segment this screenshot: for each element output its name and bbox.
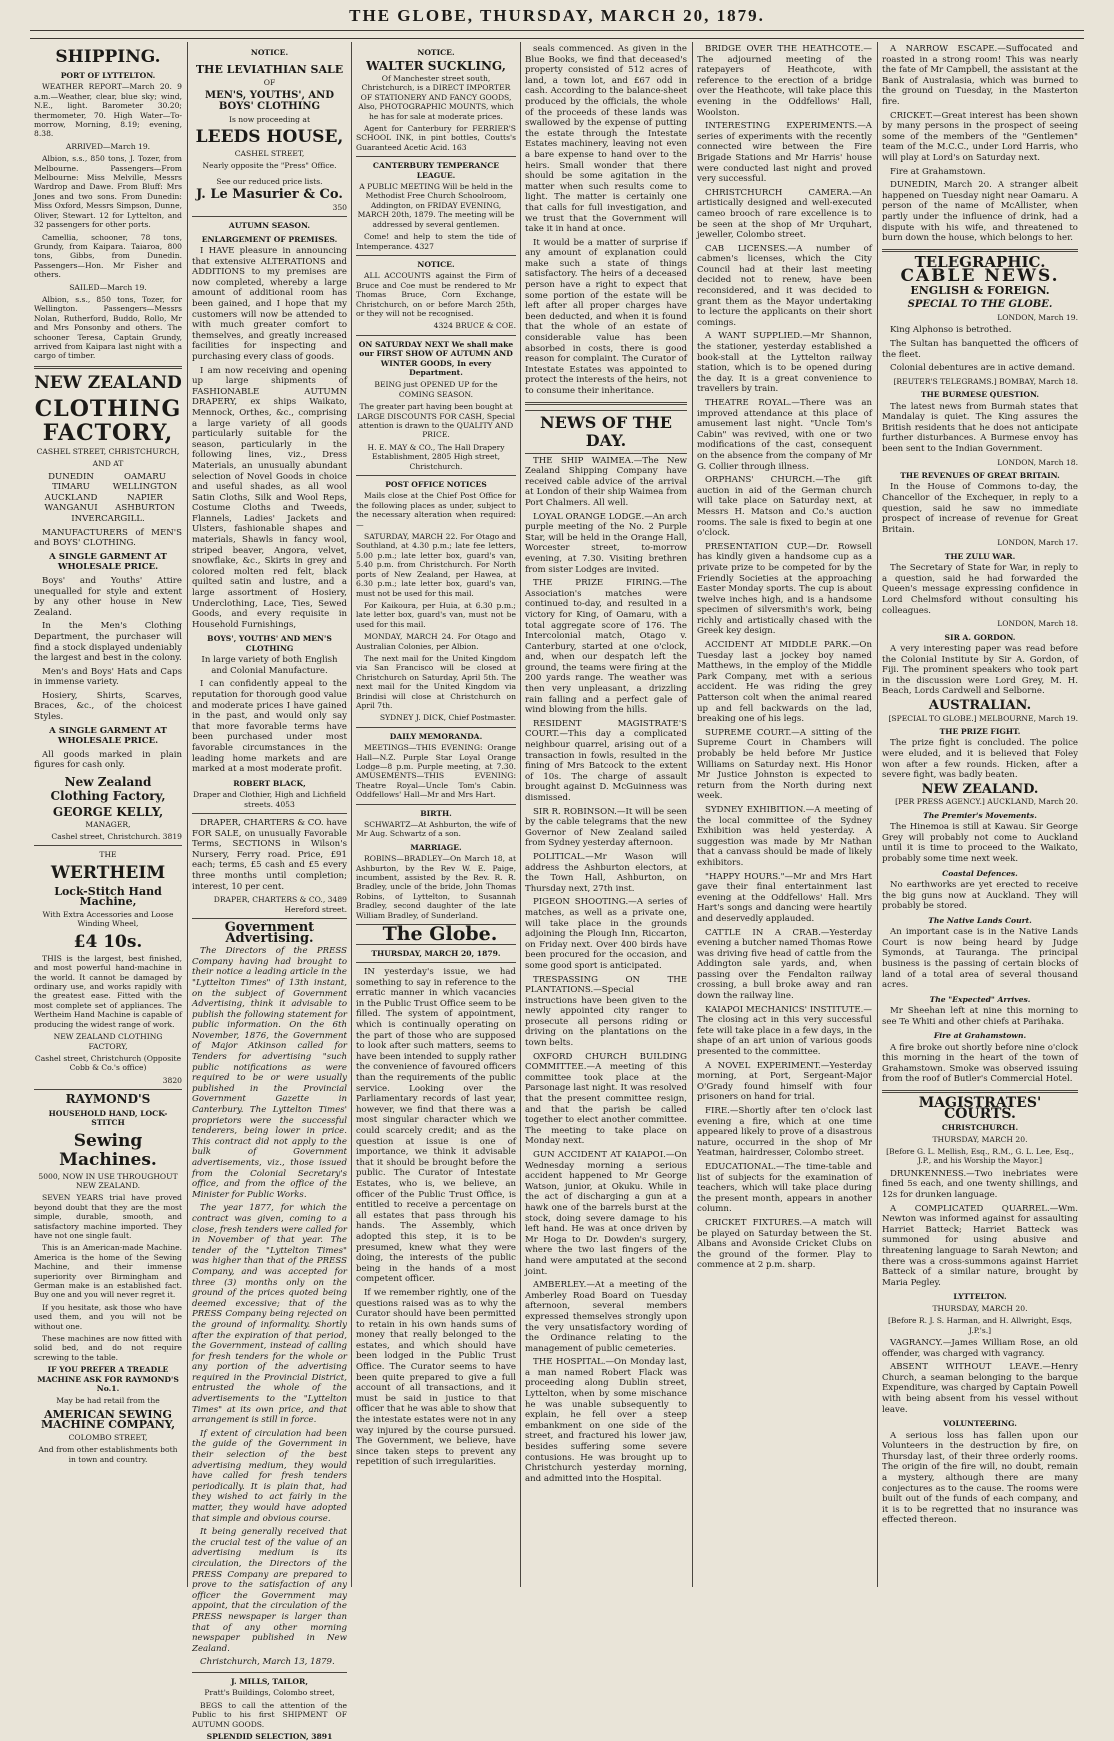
single-garment-2: A SINGLE GARMENT AT WHOLESALE PRICE. [49, 725, 167, 747]
draper-address: Draper and Clothier, High and Lichfield streets. 4053 [192, 790, 346, 809]
column-3 [356, 44, 516, 1585]
clothing-factory-heading: CLOTHING FACTORY, [34, 395, 182, 446]
news-item: "HAPPY HOURS."—Mr and Mrs Hart gave their final entertainment last evening at the Oddfellows' Hall. Mrs Hart's songs and dancing were heartily and deservedly applauded. [697, 871, 872, 924]
may-and-co: H. E. MAY & CO., The Hall Drapery Establishment, 2805 High street, Christchurch. [367, 442, 505, 471]
postmaster: SYDNEY J. DICK, Chief Postmaster. [379, 713, 516, 723]
news-item: THE SHIP WAIMEA.—The New Zealand Shipping Company have received cable advice of the arrival at London of their ship Waimea from Port Chalmers. All well. [525, 455, 687, 508]
notice-heading: NOTICE. [417, 48, 455, 57]
arrived-text-2: Camellia, schooner, 78 tons, Grundy, from Kaipara. Taiaroa, 800 tons, Gibbs, from Dunedin. Passengers—Hon. Mr Fisher and others. [34, 232, 182, 280]
gordon-heading: SIR A. GORDON. [944, 632, 1016, 642]
walter-address: Of Manchester street south, Christchurch, is a DIRECT IMPORTER OF STATIONERY AND FANCY GOODS, Also, PHOTOGRAPHIC MOUNTS, which he has for sale at moderate prices. [358, 74, 514, 121]
chch-date: THURSDAY, MARCH 20. [932, 1134, 1028, 1144]
confidently-text: I can confidently appeal to the reputation for thorough good value and moderate prices I have gained in the past, and would only say that more favorable terms have been purchased under most favorable circumstances in the leading home markets and are marked at a most moderate profit. [192, 679, 347, 775]
treadle-text: IF YOU PREFER A TREADLE MACHINE ASK FOR RAYMOND'S No.1. [37, 1365, 179, 1394]
hats-text: Men's and Boys' Hats and Caps in immense variety. [34, 666, 182, 688]
news-item: CHRISTCHURCH CAMERA.—An artistically designed and well-executed cameo brooch of rare excellence is to be seen at the shop of Mr Urquhart, jeweller, Colombo street. [697, 187, 872, 241]
news-item: A NOVEL EXPERIMENT.—Yesterday morning, at Port, Sergeant-Major O'Grady found himself with four prisoners on hand for trial. [697, 1060, 872, 1103]
household-heading: HOUSEHOLD HAND, LOCK-STITCH [48, 1108, 168, 1128]
mills-tailor: J. MILLS, TAILOR, [230, 1676, 308, 1686]
news-item: GUN ACCIDENT AT KAIAPOI.—On Wednesday morning a serious accident happened to Mr George Watson, junior, at Okuku. While in the act of discharging a gun at a hawk one of the barrels burst at the stock, doing severe damage to his left hand. He was at once driven by Mr Hoga to Dr. Dowden's surgery, where the two last fingers of the hand were amputated at the second joint. [525, 1150, 687, 1277]
cashel-address-2: Cashel street, Christchurch (Opposite Cobb & Co.'s office) [34, 1053, 182, 1073]
mens-clothing-heading: MEN'S, YOUTHS', AND BOYS' CLOTHING [205, 90, 334, 112]
leviathan-heading: THE LEVIATHIAN SALE [195, 63, 344, 77]
column-divider [351, 42, 352, 1587]
govt-text-4: It being generally received that the crucial test of the value of an advertising medium is its circulation, the Directors of the PRESS Company are prepared to prove to the satisfaction of any officer the Government may appoint, that the circulation of the PRESS newspaper is larger than that of any other morning newspaper published in New Zealand. [192, 1527, 347, 1654]
town: OAMARU [124, 471, 166, 482]
news-item: CAB LICENSES.—A number of cabmen's licenses, which the City Council had at their last meeting decided not to renew, have been reconsidered, and it was decided to grant them as the Mayor undertaking to lecture the applicants on their short comings. [697, 243, 872, 328]
court-item: VAGRANCY.—James William Rose, an old offender, was charged with vagrancy. [882, 1338, 1078, 1359]
walter-suckling: WALTER SUCKLING, [366, 59, 506, 74]
ams-company: AMERICAN SEWING MACHINE COMPANY, [40, 1407, 176, 1432]
court-item: ABSENT WITHOUT LEAVE.—Henry Church, a seaman belonging to the barque Expenditure, was charged by Captain Powell with being absent from his vessel without leave. [882, 1362, 1078, 1415]
prize-fight-heading: THE PRIZE FIGHT. [939, 726, 1021, 736]
marriage-heading: MARRIAGE. [410, 842, 462, 852]
lockstitch-heading: Lock-Stitch Hand Machine, [54, 884, 162, 909]
see-lists: See our reduced price lists. [216, 176, 323, 186]
burmese-heading: THE BURMESE QUESTION. [920, 390, 1040, 400]
agent-text: Agent for Canterbury for FERRIER'S SCHOOL INK, in pint bottles, Coutts's Guaranteed Acetic Acid. 163 [356, 124, 516, 152]
news-item: POLITICAL.—Mr Wason will address the Ashburton electors, at the Town Hall, Ashburton, on Thursday next, 27th inst. [525, 851, 687, 894]
come-help: Come! and help to stem the tide of Intemperance. 4327 [356, 232, 516, 251]
begs-text: BEGS to call the attention of the Public to his first SHIPMENT OF AUTUMN GOODS. [192, 1700, 347, 1729]
notice-heading-2: NOTICE. [417, 259, 455, 269]
news-item: CRICKET FIXTURES.—A match will be played on Saturday between the St. Albans and Avonside Cricket Clubs on the ground of the former. Play to commence at 2 p.m. sharp. [697, 1217, 872, 1271]
monday-mails: MONDAY, MARCH 24. For Otago and Australian Colonies, per Albion. [356, 632, 516, 651]
telegram: The Hinemoa is still at Kawau. Sir George Grey will probably not come to Auckland until it is time to proceed to the Waikato, probably some time next week. [882, 822, 1078, 864]
govt-text-2: The year 1877, for which the contract was given, coming to a close, fresh tenders were called for in November of that year. The tender of the "Lyttelton Times" was higher than that of the PRESS Company, and was accepted for three (3) months only on the ground of the prices quoted being deemed excessive; that of the PRESS Company being rejected on the ground of informality. Shortly after the expiration of that period, the Government, instead of calling for fresh tenders for the whole or any portion of the advertising required in the Provincial District, entrusted the whole of the advertisements to the "Lyttelton Times" at its own price, and that arrangement is still in force. [192, 1203, 347, 1426]
masthead-rule-top [30, 30, 1084, 31]
news-item: OXFORD CHURCH BUILDING COMMITTEE.—A meeting of this committee took place at the Parsonage last night. It was resolved that the present committee resign, and that the parish be called together to elect another committee. The meeting to take place on Monday next. [525, 1051, 687, 1147]
editorial-cont-2: It would be a matter of surprise if any amount of explanation could make such a state of things satisfactory. The heirs of a deceased person have a right to expect that some portion of the estate will be left after all proper charges have been deducted, and when it is found that the whole of an estate of considerable value has been absorbed in costs, there is good reason for complaint. The Curator of Intestate Estates was appointed to protect the interests of the heirs, not to consume their inheritance. [525, 237, 687, 396]
large-variety: In large variety of both English and Colonial Manufacture. [201, 655, 338, 676]
news-item: SUPREME COURT.—A sitting of the Supreme Court in Chambers will probably be held before Mr Justice Williams on Saturday next. His Honor Mr Justice Johnston is expected to return from the North during next week. [697, 727, 872, 802]
telegram: In the House of Commons to-day, the Chancellor of the Exchequer, in reply to a question, said he saw no immediate prospect of increase of revenue for Great Britain. [882, 482, 1078, 535]
news-item: THE HOSPITAL.—On Monday last, a man named Robert Flack was proceeding along Dublin street, Lyttelton, when by some mischance he was unable subsequently to explain, he fell over a steep embankment on one side of the street, and fractured his lower jaw, besides suffering some severe contusions. He was brought up to Christchurch yesterday morning, and admitted into the Hospital. [525, 1357, 687, 1484]
arrived-heading: ARRIVED—March 19. [65, 141, 151, 151]
seven-years: SEVEN YEARS trial have proved beyond doubt that they are the most simple, durable, smooth, and satisfactory machine imported. They have not one single fault. [34, 1193, 182, 1240]
column-divider [187, 42, 188, 1587]
boys-attire: Boys' and Youths' Attire unequalled for style and extent by any other house in New Zealand. [34, 575, 182, 618]
telegram: No earthworks are yet erected to receive the big guns now at Auckland. They will probably be stored. [882, 879, 1078, 912]
ad-number: 3820 [162, 1075, 182, 1085]
news-item: SYDNEY EXHIBITION.—A meeting of the local committee of the Sydney Exhibition was held yesterday. A suggestion was made by Mr Nathan that a canvass should be made of likely exhibitors. [697, 804, 872, 868]
saturday-next: ON SATURDAY NEXT We shall make our FIRST SHOW OF AUTUMN AND WINTER GOODS, In every Department. [358, 339, 514, 377]
court-item: A COMPLICATED QUARREL.—Wm. Newton was informed against for assaulting Harriet Batteck; Harriet Batteck was summoned for using abusive and threatening language to Sarah Newton; and there was a cross-summons against Harriet Batteck of a similar nature, brought by Maria Pegley. [882, 1203, 1078, 1288]
nearly-opposite: Nearly opposite the "Press" Office. [202, 161, 337, 171]
govt-text-1: The Directors of the PRESS Company having had brought to their notice a leading article in the "Lyttelton Times" of 13th instant, on the subject of Government Advertising, think it advisable to publish the following statement for public information. On the 6th November, 1876, the Government of Major Atkinson called for Tenders for advertising "such public notifications as were required to be or were usually published in the Provincial Government Gazette in Canterbury. The Lyttelton Times' proprietors were the successful tenderers, being lower in price. This contract did not apply to the bulk of Government advertisements, viz., those issued from the Colonial Secretary's office, and from the office of the Minister for Public Works. [192, 946, 347, 1200]
marriage-text: ROBINS—BRADLEY—On March 18, at Ashburton, by the Rev W. E. Paige, incumbent, assisted by the Rev. R. R. Bradley, uncle of the bride, John Thomas Robins, of Lyttelton, to Susannah Bradley, second daughter of the late William Bradley, of Sunderland. [356, 854, 516, 920]
editorial-2: If we remember rightly, one of the questions raised was as to why the Curator should have been permitted to retain in his own hands sums of money that really belonged to the estates, and which should have been lodged in the Public Trust Office. The Curator seems to have been quite prepared to give a full account of all transactions, and it must be said in justice to that officer that he was able to show that the intestate estates were not in any way injured by the course pursued. The Government, we believe, have since taken steps to prevent any repetition of such irregularities. [356, 1287, 516, 1468]
govt-advertising-heading: Government Advertising. [224, 919, 315, 946]
greater-part: The greater part having been bought at LARGE DISCOUNTS FOR CASH, Special attention is drawn to the QUALITY AND PRICE. [356, 402, 516, 440]
telegram: An important case is in the Native Lands Court is now being heard by Judge Symonds, at Tauranga. The principal business is the passing of certain blocks of land of a total area of several thousand acres. [882, 927, 1078, 991]
mails-close: Mails close at the Chief Post Office for the following places as under, subject to the necessary alteration when required:— [356, 491, 516, 529]
autumn-season: AUTUMN SEASON. [228, 221, 311, 231]
dateline: LONDON, March 17. [997, 538, 1078, 548]
ad-number: 350 [332, 202, 347, 212]
australian-heading: AUSTRALIAN. [928, 697, 1032, 713]
hosiery-text: Hosiery, Shirts, Scarves, Braces, &c., of the choicest Styles. [34, 690, 182, 723]
american-made: This is an American-made Machine. America is the home of the Sewing Machine, and their immense superiority over Birmingham and German make is an established fact. Buy one and you will never regret it. [34, 1243, 182, 1300]
dateline: LONDON, March 19. [997, 313, 1078, 323]
news-item: TRESPASSING ON THE PLANTATIONS.—Special instructions have been given to the newly appointed city ranger to prosecute all persons riding or driving on the plantations on the town belts. [525, 974, 687, 1049]
news-item: BRIDGE OVER THE HEATHCOTE.—The adjourned meeting of the ratepayers of Heathcote, with reference to the erection of a bridge over the Heathcote, will take place this evening in the Oddfellows' Hall, Woolston. [697, 44, 872, 118]
arrived-text: Albion, s.s., 850 tons, J. Tozer, from Melbourne. Passengers—From Melbourne: Miss Melville, Messrs Wardrop and Dawe. From Bluff: Mrs Jones and two sons. From Dunedin: Miss Oxford, Messrs Simpson, Dunne, Oliver, Stewart. 12 for Lyttelton, and 32 passengers for other ports. [34, 154, 182, 230]
marked-text: All goods marked in plain figures for cash only. [34, 749, 182, 771]
editorial-1: IN yesterday's issue, we had something to say in reference to the erratic manner in which vacancies in the Public Trust Office seem to be filled. The system of appointment, which is continually operating on the part of those who are supposed to look after such matters, seems to have been intended to supply rather the convenience of favoured officers than the requirements of the public service. Looking over the Parliamentary records of last year, however, we find that there was a most singular character which we could scarcely credit; and as the question at issue is one of importance, we think it advisable that it should be brought before the public. The Curator of Intestate Estates, who is, we believe, an officer of the Public Trust Office, is entitled to receive a percentage on all estates that pass through his hands. The Assembly, which adopted this step, it is to be presumed, knew what they were doing, the interests of the public being in the hands of a most competent officer. [356, 967, 516, 1285]
cashel-address: Cashel street, Christchurch. 3819 [51, 832, 182, 842]
news-item: PIGEON SHOOTING.—A series of matches, as well as a private one, will take place in the grounds adjoining the Plough Inn, Riccarton, on Friday next. Over 400 birds have been procured for the occasion, and some good sport is anticipated. [525, 897, 687, 971]
before-text: [Before G. L. Mellish, Esq., R.M., G. L. Lee, Esq., J.P., and his Worship the Mayor.] [886, 1147, 1074, 1166]
editorial-date: THURSDAY, MARCH 20, 1879. [371, 948, 501, 958]
telegram: A fire broke out shortly before nine o'clock this morning in the heart of the town of Grahamstown. Smoke was observed issuing from the roof of Butler's Commercial Hotel. [882, 1042, 1078, 1085]
splendid-selection: SPLENDID SELECTION, 3891 [206, 1731, 333, 1741]
news-heading: NEWS OF THE DAY. [525, 410, 687, 454]
town: TIMARU [52, 482, 90, 493]
temperance-heading: CANTERBURY TEMPERANCE LEAGUE. [372, 161, 500, 180]
machine-price: £4 10s. [73, 931, 143, 952]
column-divider [692, 42, 693, 1587]
zulu-heading: THE ZULU WAR. [944, 551, 1016, 561]
enlargement-text: I HAVE pleasure in announcing that extensive ALTERATIONS and ADDITIONS to my premises are now completed, whereby a large amount of additional room has been gained, and I hope that my customers will now be attended to with much greater comfort to themselves, and greatly increased facilities for inspecting and purchasing every class of goods. [192, 246, 347, 362]
volunteering-heading: VOLUNTEERING. [943, 1419, 1017, 1429]
news-item: THE PRIZE FIRING.—The Association's matches were continued to-day, and resulted in a victory for King, of Oamaru, with a total aggregate score of 176. The Intercolonial match, Otago v. Canterbury, started at one o'clock, and, when our despatch left the ground, the teams were firing at the 200 yards range. The weather was then very unpleasant, a drizzling rain falling and a perfect gale of wind blowing from the hills. [525, 578, 687, 716]
dateline: [REUTER'S TELEGRAMS.] BOMBAY, March 18. [893, 376, 1078, 386]
column-divider [877, 42, 878, 1587]
notice-heading: NOTICE. [250, 48, 289, 57]
news-item: Fire at Grahamstown. [890, 166, 986, 177]
globe-title: The Globe. [382, 923, 498, 946]
volunteering-text: A serious loss has fallen upon our Volunteers in the destruction by fire, on Thursday last, of their three orderly rooms. The origin of the fire will, no doubt, remain a mystery, although there are many conjectures as to the cause. The rooms were built out of the funds of each company, and it is to be regretted that no insurance was effected thereon. [882, 1430, 1078, 1526]
nzcf-label: NEW ZEALAND CLOTHING FACTORY, [53, 1032, 163, 1051]
nz-heading: NEW ZEALAND [34, 372, 182, 393]
lyttelton-date: THURSDAY, MARCH 20. [932, 1303, 1028, 1313]
manager-name: GEORGE KELLY, [52, 805, 164, 820]
news-item: ORPHANS' CHURCH.—The gift auction in aid of the German church will take place on Saturday next, at Messrs H. Matson and Co.'s auction rooms. The sale is fixed to begin at one o'clock. [697, 475, 872, 539]
editorial-cont: seals commenced. As given in the Blue Books, we find that deceased's property consisted of 512 acres of land, a town lot, and £67 odd in cash. According to the balance-sheet produced by the officials, the whole of the proceeds of these lands was swallowed by the expense of putting the estate through the Intestate Estates machinery, leaving not even a bare expense to hand over to the heirs. Small wonder that there should be some agitation in the matter when such results come to light. The matter is certainly one that calls for full investigation, and we trust that the Government will take it in hand at once. [525, 44, 687, 235]
telegram: The Sultan has banquetted the officers of the fleet. [882, 339, 1078, 360]
and-at: AND AT [92, 459, 124, 469]
news-item: EDUCATIONAL.—The time-table and list of subjects for the examination of teachers, which will take place during the present month, appears in another column. [697, 1161, 872, 1215]
town: DUNEDIN [48, 471, 94, 482]
govt-date: Christchurch, March 13, 1879. [200, 1657, 335, 1668]
column-6 [882, 44, 1078, 1585]
news-item: RESIDENT MAGISTRATE'S COURT.—This day a complicated neighbour quarrel, arising out of a transaction in fowls, resulted in the fining of Mrs Batcock to the extent of 10s. The charge of assault brought against D. McGuinness was dismissed. [525, 718, 687, 803]
natives-heading: The Native Lands Court. [928, 915, 1032, 925]
towns-list [34, 472, 182, 525]
telegram: The Secretary of State for War, in reply to a question, said he had forwarded the Queen's message expressing confidence in Lord Chelmsford without consulting his colleagues. [882, 563, 1078, 616]
birth-heading: BIRTH. [420, 808, 452, 818]
column-divider [520, 42, 521, 1587]
news-item: CRICKET.—Great interest has been shown by many persons in the prospect of seeing some of the members of the "Gentlemen" team of the M.C.C., under Lord Harris, who will play at Lord's on Saturday next. [882, 110, 1078, 163]
dateline: [SPECIAL TO GLOBE.] MELBOURNE, March 19. [888, 713, 1078, 723]
manager-label: MANAGER, [85, 819, 131, 829]
colombo-street: COLOMBO STREET, [68, 1433, 148, 1443]
telegram: Colonial debentures are in active demand. [890, 363, 1076, 374]
telegram: King Alphonso is betrothed. [890, 325, 1012, 336]
town: INVERCARGILL. [71, 513, 145, 524]
dateline: LONDON, March 18. [997, 457, 1078, 467]
draper-charters-text: DRAPER, CHARTERS & CO. have FOR SALE, on unusually Favorable Terms, SECTIONS in Wilson's Nursery, Ferry road. Price, £91 each; terms, £5 cash and £5 every three months until completion; interest, 10 per cent. [192, 817, 347, 892]
column-4 [525, 44, 687, 1585]
mens-dept: In the Men's Clothing Department, the purchaser will find a stock displayed undeniably the largest and best in the colony. [34, 621, 182, 664]
fire-heading: Fire at Grahamstown. [933, 1031, 1027, 1041]
boys-clothing-heading: BOYS', YOUTHS' AND MEN'S CLOTHING [207, 634, 332, 653]
fitted-text: These machines are now fitted with solid bed, and do not require screwing to the table. [34, 1334, 182, 1362]
news-item: A NARROW ESCAPE.—Suffocated and roasted in a strong room! This was nearly the fate of Mr Campbell, the assistant at the Bank of Australasia, which was burned to the ground on Tuesday, in the Masterton fire. [882, 44, 1078, 107]
new-zealand-heading: NEW ZEALAND. [921, 781, 1039, 797]
telegram: Mr Sheehan left at nine this morning to see Te Whiti and other chiefs at Parihaka. [882, 1006, 1078, 1027]
port-heading: PORT OF LYTTELTON. [60, 71, 156, 80]
news-item: DUNEDIN, March 20. A stranger albeit happened on Tuesday night near Oamaru. A person of the name of McAllister, when partly under the influence of drink, had a dispute with his wife, and threatened to burn down the house, which belongs to her. [882, 180, 1078, 244]
leeds-house: LEEDS HOUSE, [195, 127, 344, 147]
kaikoura-mails: For Kaikoura, per Huia, at 6.30 p.m.; late letter box, guard's van, must not be used for this mail. [356, 600, 516, 629]
birth-text: SCHWARTZ—At Ashburton, the wife of Mr Aug. Schwartz of a son. [356, 820, 516, 839]
column-1 [34, 44, 182, 1585]
court-item: DRUNKENNESS.—Two inebriates were fined 5s each, and one twenty shillings, and 12s for drunken language. [882, 1168, 1078, 1201]
town: WANGANUI [44, 503, 98, 514]
expected-heading: The "Expected" Arrives. [929, 994, 1031, 1004]
of-label: OF [263, 78, 276, 87]
masurier-name: J. Le Masurier & Co. [196, 187, 343, 203]
dateline: [PER PRESS AGENCY.] AUCKLAND, March 20. [895, 797, 1078, 807]
now-proceeding: Is now proceeding at [228, 114, 311, 124]
agents-text: And from other establishments both in town and country. [38, 1445, 178, 1464]
now-in-use: 5000, NOW IN USE THROUGHOUT NEW ZEALAND. [38, 1171, 178, 1190]
news-item: A WANT SUPPLIED.—Mr Shannon, the stationer, yesterday established a book-stall at the Lyttelton railway station, which is to be opened during the day. It is a great convenience to travellers by train. [697, 331, 872, 395]
masthead-rule-bottom [30, 38, 1084, 39]
town: NAPIER [127, 492, 163, 503]
post-office-heading: POST OFFICE NOTICES [385, 480, 487, 490]
news-item: AMBERLEY.—At a meeting of the Amberley Road Board on Tuesday afternoon, several members expressed themselves strongly upon the very unsatisfactory wording of the Ordinance relating to the management of public cemeteries. [525, 1280, 687, 1354]
news-item: FIRE.—Shortly after ten o'clock last evening a fire, which at one time appeared likely to prove of a disastrous nature, occurred in the shop of Mr Yeatman, hairdresser, Colombo street. [697, 1106, 872, 1159]
govt-text-3: If extent of circulation had been the guide of the Government in their selection of the best advertising medium, they would have called for fresh tenders periodically. It is plain that, had they wished to act fairly in the matter, they would have adopted that simple and obvious course. [192, 1428, 347, 1524]
nzcf-heading: New Zealand Clothing Factory, [50, 775, 166, 804]
accessories-text: With Extra Accessories and Loose Winding Wheel, [42, 910, 174, 929]
column-2 [192, 44, 347, 1741]
united-kingdom-mails: The next mail for the United Kingdom via San Francisco will be closed at Christchurch on Saturday, April 5th. The next mail for the United Kingdom via Brindisi will close at Christchurch on April 7th. [356, 653, 516, 710]
manufacturers-text: MANUFACTURERS of MEN'S and BOYS' CLOTHING. [34, 527, 182, 549]
the-label: THE [99, 850, 117, 860]
retail-text: May be had retail from the [56, 1396, 160, 1406]
enlargement-heading: ENLARGEMENT OF PREMISES. [201, 234, 338, 244]
news-item: THEATRE ROYAL.—There was an improved attendance at this place of amusement last night. "Uncle Tom's Cabin" was revived, with one or two modifications of the cast, consequent on the absence from the company of Mr G. Collier through illness. [697, 398, 872, 472]
english-foreign: ENGLISH & FOREIGN. [910, 283, 1050, 297]
coastal-heading: Coastal Defences. [942, 868, 1018, 878]
news-item: INTERESTING EXPERIMENTS.—A series of experiments with the recently connected wire between the Fire Brigade Stations and Mr Harris' house were conducted last night and proved very successful. [697, 121, 872, 185]
public-meeting: A PUBLIC MEETING Will be held in the Methodist Free Church Schoolroom, Addington, on FRIDAY EVENING, MARCH 20th, 1879. The meeting will be addressed by several gentlemen. [357, 182, 515, 229]
opening-text: I am now receiving and opening up large shipments of FASHIONABLE AUTUMN DRAPERY, ex ships Waikato, Mennock, Orthes, &c., comprising a large variety of all goods particularly suitable for the season, particularly in the following lines, viz., Dress Materials, an unusually abundant selection of Novel Goods in choice and useful shades, as all wool Satin Cloths, Silk and Wool Reps, Costume Cloths and Tweeds, Flannels, Ladies' Jackets and Ulsters, fashionable shapes and materials, Shawls in fancy wool, striped beaver, Angora, velvet, snowflake, &c., Skirts in grey and colored molten red felt, black quilted satin and lustre, and a large assortment of Hosiery, Underclothing, Lace, Ties, Sewed Goods, and every requisite in Household Furnishings, [192, 365, 347, 630]
premier-heading: The Premier's Movements. [923, 810, 1037, 820]
telegram: The prize fight is concluded. The police were eluded, and it is believed that Foley won after a few rounds. Hicken, after a severe fight, was badly beaten. [882, 738, 1078, 781]
sailed-text: Albion, s.s., 850 tons, Tozer, for Wellington. Passengers—Messrs Nolan, Rutherford, Buddo, Rollo, Mr and Mrs Ponsonby and others. The schooner Teresa, Captain Grundy, arrived from Kaipara last night with a cargo of timber. [34, 294, 182, 361]
hesitate-text: If you hesitate, ask those who have used them, and you will not be without one. [34, 1302, 182, 1331]
being-opened: BEING just OPENED UP for the COMING SEASON. [374, 380, 498, 399]
news-item: PRESENTATION CUP.—Dr. Rowsell has kindly given a handsome cup as a private prize to be competed for by the Friendly Societies at the approaching Easter Monday sports. The cup is about twelve inches high, and is a handsome specimen of silversmith's work, being richly and artistically chased with the Greek key design. [697, 541, 872, 637]
news-item: SIR R. ROBINSON.—It will be seen by the cable telegrams that the new Governor of New Zealand sailed from Sydney yesterday afternoon. [525, 806, 687, 849]
daily-memoranda: DAILY MEMORANDA. [389, 731, 483, 741]
telegraphic-heading: TELEGRAPHIC. [914, 252, 1046, 271]
single-garment: A SINGLE GARMENT AT WHOLESALE PRICE. [49, 551, 167, 573]
shipping-heading: SHIPPING. [55, 47, 161, 67]
weather-report: WEATHER REPORT—March 20. 9 a.m.—Weather, clear, blue sky; wind, N.E., light. Barometer 30.20; thermometer, 70. High Water—To-morrow, Morning, 8.19; evening, 8.38. [34, 82, 182, 139]
revenues-heading: THE REVENUES OF GREAT BRITAIN. [900, 471, 1060, 481]
news-item: ACCIDENT AT MIDDLE PARK.—On Tuesday last a jockey boy named Matthews, in the employ of the Middle Park Company, met with a serious accident. He was riding the grey Patterson colt when the animal reared up and fell backwards on the lad, breaking one of his legs. [697, 640, 872, 725]
lyttelton-heading: LYTTELTON. [953, 1292, 1007, 1302]
pratts-buildings: Pratt's Buildings, Colombo street, [204, 1688, 335, 1698]
saturday-mails: SATURDAY, MARCH 22. For Otago and Southland, at 4.30 p.m.; late fee letters, 5.00 p.m.; late letter box, guard's van, 5.40 p.m. from Christchurch. For North ports of New Zealand, per Hawea, at 6.30 p.m.; late letter box, guard's van, must not be used for this mail. [356, 532, 516, 598]
column-5 [697, 44, 872, 1585]
magistrates-heading: MAGISTRATES' COURTS. [918, 1095, 1042, 1122]
sewing-heading: Sewing Machines. [59, 1130, 157, 1170]
news-item: CATTLE IN A CRAB.—Yesterday evening a butcher named Thomas Rowe was driving five head of cattle from the Addington sale yards, and, when passing over the Fendalton railway crossing, a bull broke away and ran down the railway line. [697, 927, 872, 1002]
machine-description: THIS is the largest, best finished, and most powerful hand-machine in the world. It cannot be damaged by ordinary use, and works rapidly with the greatest ease. Fitted with the most complete set of appliances. The Wertheim Hand Machine is capable of producing the widest range of work. [34, 953, 182, 1029]
bruce-coe: 4324 BRUCE & COE. [433, 321, 516, 331]
telegram: A very interesting paper was read before the Colonial Institute by Sir A. Gordon, of Fiji. The prominent speakers who took part in the discussion were Lord Grey, M. H. Beach, Lords Cardwell and Selborne. [882, 644, 1078, 697]
chch-heading: CHRISTCHURCH. [941, 1123, 1019, 1133]
cashel-street: CASHEL STREET, [234, 149, 305, 158]
wertheim-heading: WERTHEIM [50, 862, 166, 883]
news-item: LOYAL ORANGE LODGE.—An arch purple meeting of the No. 2 Purple Star, will be held in the Orange Hall, Worcester street, to-morrow evening, at 7.30. Visiting brethren from sister Lodges are invited. [525, 511, 687, 575]
town: WELLINGTON [112, 482, 178, 493]
raymonds-heading: RAYMOND'S [65, 1092, 151, 1107]
draper-charters-sign: DRAPER, CHARTERS & CO., 3489 Hereford street. [213, 895, 347, 914]
telegram: The latest news from Burmah states that Mandalay is quiet. The King assures the British residents that he does not anticipate further disturbances. A Burmese envoy has been sent to the Indian Government. [882, 401, 1078, 455]
cable-news-heading: CABLE NEWS. [900, 266, 1060, 287]
special-to-globe: SPECIAL TO THE GLOBE. [907, 299, 1053, 311]
dateline: LONDON, March 18. [997, 619, 1078, 629]
masthead-title: THE GLOBE, THURSDAY, MARCH 20, 1879. [349, 6, 765, 25]
accounts-text: ALL ACCOUNTS against the Firm of Bruce and Coe must be rendered to Mr Thomas Bruce, Corn Exchange, Christchurch, on or before March 25th, or they will not be recognised. [356, 271, 516, 318]
town: AUCKLAND [44, 492, 98, 503]
town: ASHBURTON [115, 503, 175, 514]
sailed-heading: SAILED—March 19. [69, 282, 147, 292]
robert-black: ROBERT BLACK, [233, 778, 306, 788]
news-item: KAIAPOI MECHANICS' INSTITUTE.—The closing act in this very successful fete will take place in a few days, in the shape of an art union of various goods presented to the committee. [697, 1004, 872, 1058]
meetings-text: MEETINGS—THIS EVENING: Orange Hall—N.Z. Purple Star Loyal Orange Lodge—8 p.m. Purple meeting, at 7.30. AMUSEMENTS—THIS EVENING: Theatre Royal—Uncle Tom's Cabin. Oddfellows' Hall—Mr and Mrs Hart. [356, 743, 516, 800]
factory-address: CASHEL STREET, CHRISTCHURCH, [36, 446, 180, 456]
lyttelton-before: [Before R. J. S. Harman, and H. Allwright, Esqs, J.P.'s.] [887, 1316, 1073, 1335]
